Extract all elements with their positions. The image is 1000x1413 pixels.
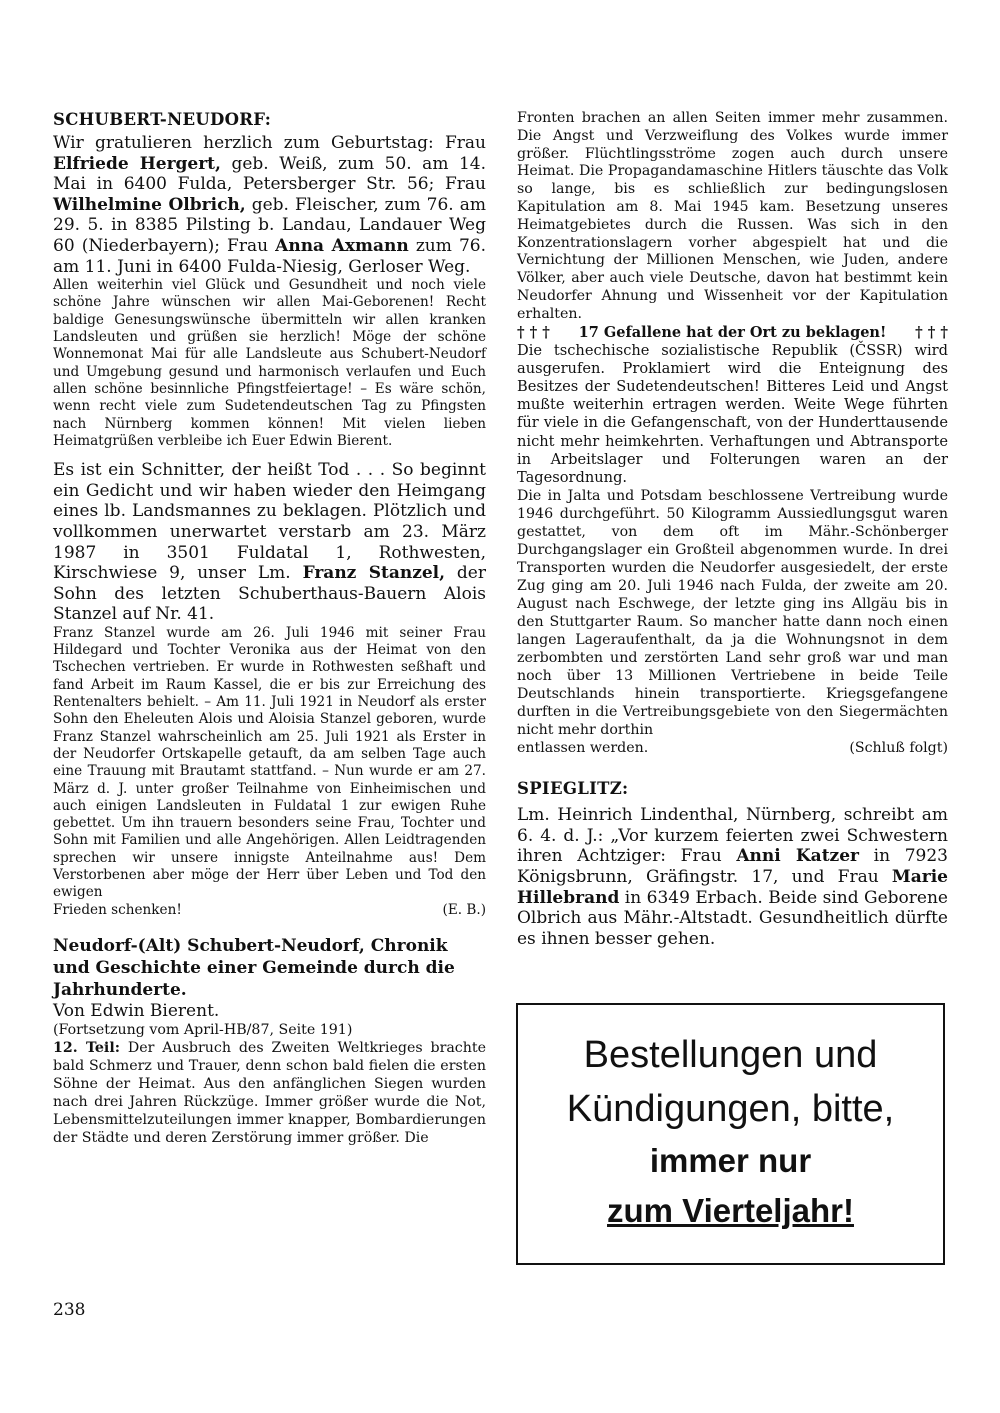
spieglitz-heading: SPIEGLITZ:	[517, 779, 629, 799]
spieglitz-name-1: Anni Katzer	[736, 846, 859, 867]
chronik-part-paragraph	[53, 1039, 486, 1147]
page-number: 238	[53, 1300, 86, 1320]
chronik-continuation: (Fortsetzung vom April-HB/87, Seite 191)	[53, 1021, 353, 1038]
birthday-paragraph	[53, 133, 486, 277]
birthday-text-1: Wir gratulieren herzlich zum Geburtstag: Frau	[53, 133, 486, 153]
obituary-signature: (E. B.)	[442, 901, 486, 918]
birthday-text-3: geb. Fleischer, zum 76. am 29. 5. in 8385 Pilsting b. Landau, Landauer Weg 60 (Niederbayern); Frau	[53, 194, 486, 256]
fallen-text: 17 Gefallene hat der Ort zu beklagen!	[578, 323, 887, 341]
spieglitz-text-2: in 7923 Königsbrunn, Gräfingstr. 17, und Frau	[517, 846, 948, 887]
spieglitz-name-2: Marie Hillebrand	[517, 866, 948, 908]
expulsion-closing	[517, 739, 948, 757]
notice-line-1: Bestellungen und	[583, 1034, 878, 1076]
birthday-text-2: geb. Weiß, zum 50. am 14. Mai in 6400 Fulda, Petersberger Str. 56; Frau	[53, 153, 486, 195]
cross-left: † † †	[517, 323, 550, 341]
spieglitz-text-3: in 6349 Erbach. Beide sind Geborene Olbrich aus Mähr.-Altstadt. Gesundheitlich dürfte es ihnen besser gehen.	[517, 887, 948, 949]
obituary-end: Frieden schenken!	[53, 901, 182, 918]
cross-right: † † †	[915, 323, 948, 341]
wishes-paragraph: Allen weiterhin viel Glück und Gesundheit und noch viele schöne Jahre wünschen wir allen Mai-Geborenen! Recht baldige Genesungswünsche übermitteln wir allen kranken Landsleuten und grüßen sie herzlich! Möge der schöne Wonnemonat Mai für alle Landsleute aus Schubert-Neudorf und Umgebung gesund und harmonisch verlaufen und Euch allen schöne besinnliche Pfingstfeiertage! – Es wäre schön, wenn recht viele zum Sudetendeutschen Tag zu Pfingsten nach Nürnberg kommen können! Mit vielen lieben Heimatgrüßen verbleibe ich Euer Edwin Bierent.	[53, 277, 486, 449]
expulsion-signature: (Schluß folgt)	[849, 740, 948, 757]
obituary-closing	[53, 902, 486, 919]
notice-line-3: immer nur	[649, 1142, 812, 1179]
obituary-intro-text-1: Es ist ein Schnitter, der heißt Tod . . . So beginnt ein Gedicht und wir haben wieder den Heimgang eines lb. Landsmannes zu beklagen. Plötzlich und vollkommen unerwartet verstarb am 23. März 1987 in 3501 Fuldatal 1, Rothwesten, Kirschwiese 9, unser Lm.	[53, 460, 486, 584]
schubert-heading: SCHUBERT-NEUDORF:	[53, 110, 272, 129]
chronik-part-text: Der Ausbruch des Zweiten Weltkrieges brachte bald Schmerz und Trauer, denn schon bald fielen die ersten Söhne der Heimat. Aus den anfänglichen Siegen wurden nach drei Jahren Rückzüge. Immer größer wurde die Not, Lebensmittelzuteilungen immer knapper, Bombardierungen der Städte und deren Zerstörung immer größer. Die	[53, 1039, 486, 1146]
fallen-line	[517, 324, 948, 342]
notice-line-2: Kündigungen, bitte,	[566, 1088, 895, 1130]
subscription-notice-box	[516, 1003, 945, 1265]
spieglitz-text-1: Lm. Heinrich Lindenthal, Nürnberg, schreibt am 6. 4. d. J.: „Vor kurzem feierten zwei Schwestern ihren Achtziger: Frau	[517, 805, 948, 867]
chronik-heading: Neudorf-(Alt) Schubert-Neudorf, Chronik und Geschichte einer Gemeinde durch die Jahrhunderte.	[53, 935, 455, 1000]
obituary-intro-text-2: der Sohn des letzten Schuberthaus-Bauern Alois Stanzel auf Nr. 41.	[53, 563, 486, 625]
birthday-name-2: Wilhelmine Olbrich,	[53, 194, 246, 215]
left-column	[53, 110, 486, 1147]
birthday-name-3: Anna Axmann	[275, 235, 409, 256]
birthday-name-1: Elfriede Hergert,	[53, 153, 221, 174]
obituary-paragraph: Franz Stanzel wurde am 26. Juli 1946 mit seiner Frau Hildegard und Tochter Veronika aus der Heimat von den Tschechen vertrieben. Er wurde in Rothwesten seßhaft und fand Arbeit im Raum Kassel, die er bis zur Erreichung des Rentenalters behielt. – Am 11. Juli 1921 in Neudorf als erster Sohn den Eheleuten Alois und Aloisia Stanzel geboren, wurde Franz Stanzel wahrscheinlich am 25. Juli 1921 als Erster in der Neudorfer Ortskapelle getauft, da am selben Tage auch eine Trauung mit Brautamt stattfand. – Nun wurde er am 27. März d. J. unter großer Teilnahme von Einheimischen und auch einigen Landsleuten in Fuldatal 1 zur ewigen Ruhe gebettet. Um ihn trauern besonders seine Frau, Tochter und Sohn mit Familien und alle Angehörigen. Allen Leidtragenden sprechen wir unsere innigste Anteilnahme aus! Dem Verstorbenen aber möge der Herr über Leben und Tod den ewigen	[53, 624, 486, 901]
chronik-part-label: 12. Teil:	[53, 1039, 120, 1056]
chronik-author: Von Edwin Bierent.	[53, 1000, 220, 1021]
chronik-continuation-paragraph: Fronten brachen an allen Seiten immer mehr zusammen. Die Angst und Verzweiflung des Volkes wurde immer größer. Flüchtlingsströme zogen auch durch unsere Heimat. Die Propagandamaschine Hitlers täuschte das Volk so lange, bis es schließlich zur bedingungslosen Kapitulation am 8. Mai 1945 kam. Besetzung unseres Heimatgebietes durch die Russen. Was sich in den Konzentrationslagern vorher abgespielt hat und die Vernichtung der Millionen Menschen, wie Juden, andere Völker, aber auch viele Deutsche, davon hat bestimmt kein Neudorfer Ahnung und Wissenheit vor der Kapitulation erhalten.	[517, 110, 948, 322]
obituary-name: Franz Stanzel,	[302, 563, 446, 584]
after-war-paragraph: Die tschechische sozialistische Republik (ČSSR) wird ausgerufen. Proklamiert wird die Enteignung des Besitzes der Sudetendeutschen! Bitteres Leid und Angst mußte weiterhin ertragen werden. Weite Wege führten für viele in die Gefangenschaft, von der Hunderttausende nicht mehr heimkehrten. Verhaftungen und Abtransporte in Arbeitslager und Folterungen waren an der Tagesordnung.	[517, 341, 948, 486]
expulsion-paragraph: Die in Jalta und Potsdam beschlossene Vertreibung wurde 1946 durchgeführt. 50 Kilogramm Aussiedlungsgut waren gestattet, von dem oft im Mähr.-Schönberger Durchgangslager ein Großteil abgenommen wurde. In drei Transporten wurden die Neudorfer ausgesiedelt, der erste Zug ging am 20. Juli 1946 nach Fulda, der zweite am 20. August nach Eschwege, der letzte ging ins Allgäu bis in den Stuttgarter Raum. So mancher hatte dann noch einen langen Lageraufenthalt, da ja die Wohnungsnot in dem zerbombten und zerstörten Land sehr groß war und man noch über 13 Millionen Vertriebene in beide Teile Deutschlands hinein transportierte. Kriegsgefangene durften in die Vertreibungsgebiete von den Siegermächten nicht mehr dorthin	[517, 488, 948, 739]
expulsion-end: entlassen werden.	[517, 740, 649, 757]
birthday-text-4: zum 76. am 11. Juni in 6400 Fulda-Niesig, Gerloser Weg.	[53, 235, 486, 277]
right-column	[517, 110, 948, 949]
obituary-intro-paragraph	[53, 460, 486, 625]
notice-line-4: zum Vierteljahr!	[607, 1192, 854, 1229]
spieglitz-paragraph	[517, 805, 948, 949]
